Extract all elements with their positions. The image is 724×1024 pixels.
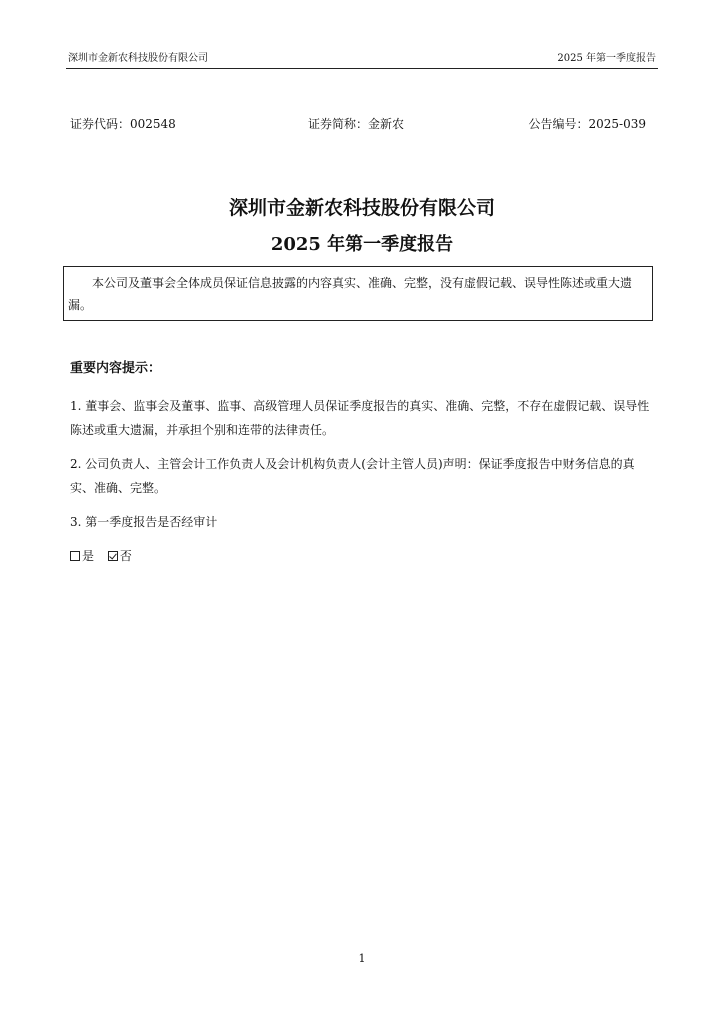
company-title: 深圳市金新农科技股份有限公司	[228, 197, 495, 219]
stock-code: 证券代码：002548	[70, 117, 176, 131]
audit-option-yes	[70, 549, 98, 563]
important-notes-heading: 重要内容提示：	[70, 361, 162, 376]
audit-no-label: 否	[119, 549, 132, 563]
notice-number: 公告编号：2025-039	[528, 117, 646, 131]
page-number: 1	[358, 952, 366, 965]
declaration-text: 本公司及董事会全体成员保证信息披露的内容真实、准确、完整，没有虚假记载、误导性陈述或重大遗漏。	[68, 276, 633, 312]
note-item-1: 1. 董事会、监事会及董事、监事、高级管理人员保证季度报告的真实、准确、完整，不存在虚假记载、误导性陈述或重大遗漏，并承担个别和连带的法律责任。	[70, 399, 650, 437]
report-title: 2025 年第一季度报告	[270, 234, 454, 255]
unchecked-box-icon	[70, 551, 80, 561]
audit-options	[70, 544, 656, 568]
important-notes	[70, 394, 656, 568]
note-item-2: 2. 公司负责人、主管会计工作负责人及会计机构负责人(会计主管人员)声明：保证季度报告中财务信息的真实、准确、完整。	[70, 457, 635, 495]
page-header	[66, 52, 658, 69]
note-item-3: 3. 第一季度报告是否经审计	[70, 515, 218, 529]
checked-box-icon	[108, 551, 118, 561]
audit-yes-label: 是	[82, 549, 95, 563]
security-info-row	[70, 116, 646, 134]
header-company-name: 深圳市金新农科技股份有限公司	[68, 53, 208, 64]
stock-short-name: 证券简称：金新农	[308, 117, 405, 131]
audit-option-no	[108, 549, 132, 563]
header-report-name: 2025 年第一季度报告	[557, 53, 656, 64]
declaration-box	[63, 266, 653, 321]
